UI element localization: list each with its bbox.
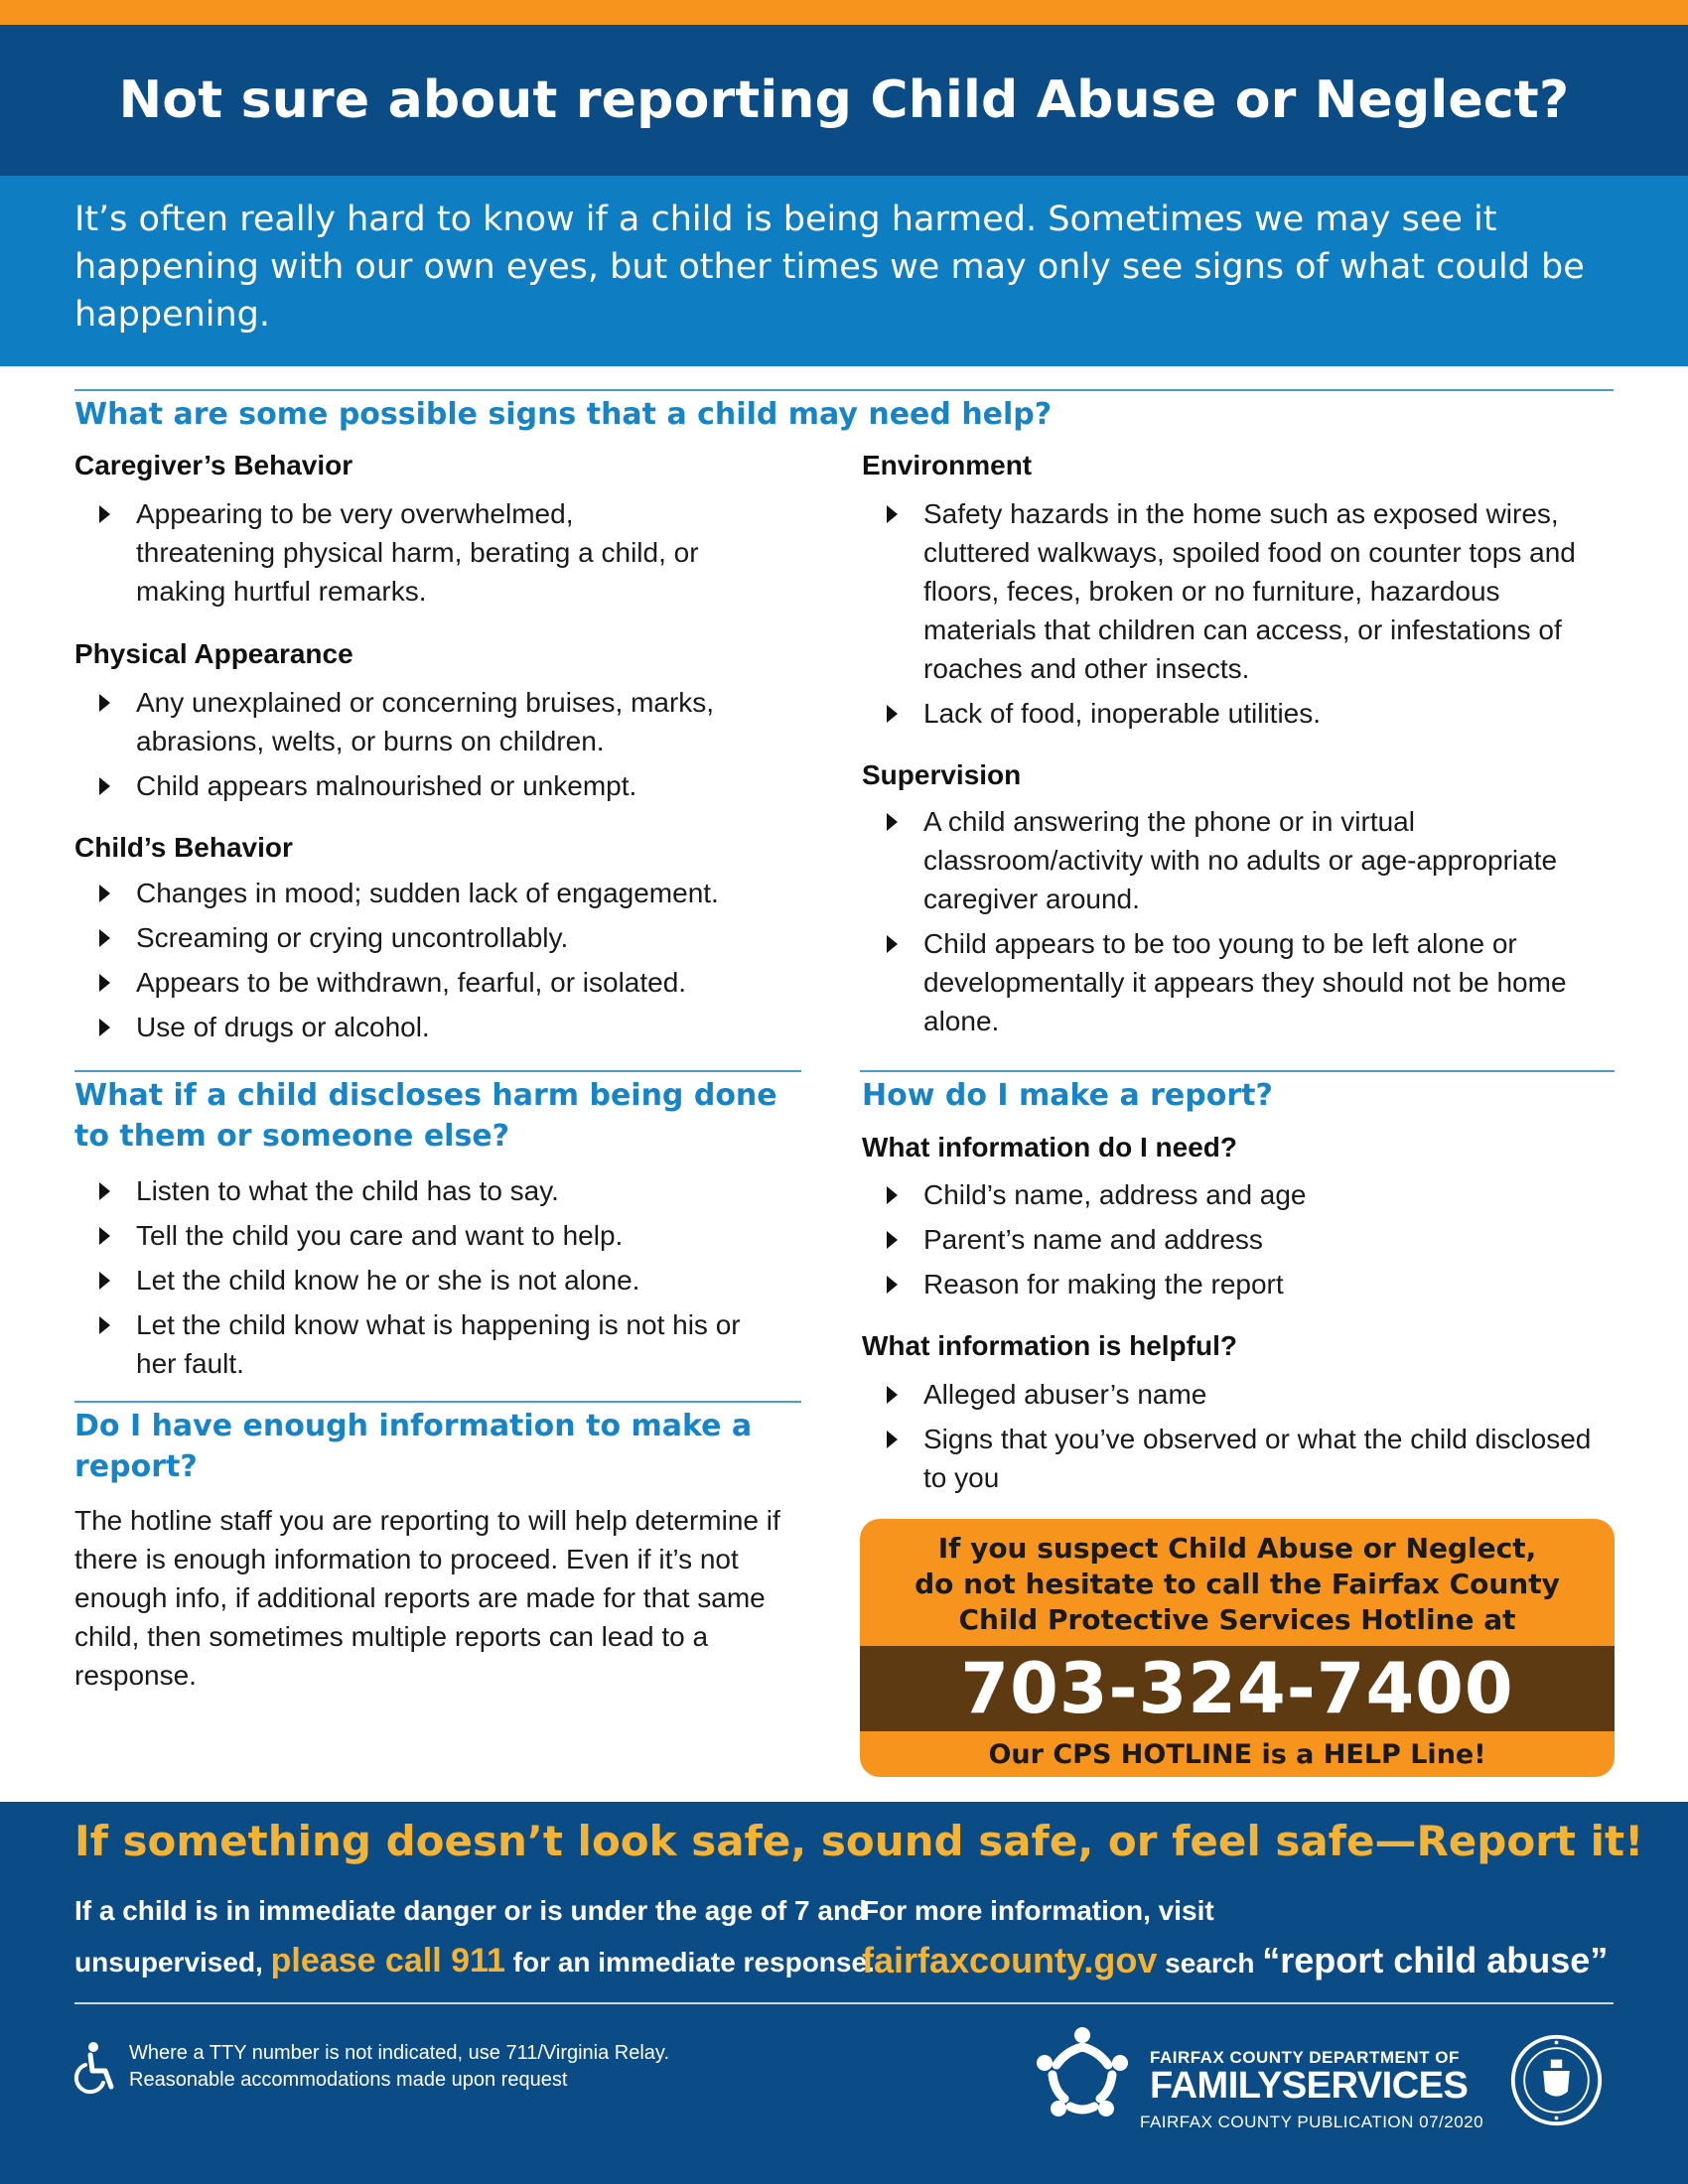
tty-line-2: Reasonable accommodations made upon request bbox=[129, 2069, 568, 2091]
triangle-bullet-icon bbox=[99, 1182, 110, 1200]
triangle-bullet-icon bbox=[887, 705, 898, 723]
list-item bbox=[74, 1216, 770, 1255]
info-needed-list bbox=[862, 1175, 1592, 1309]
triangle-bullet-icon bbox=[99, 974, 110, 992]
list-item-text: Tell the child you care and want to help. bbox=[136, 1220, 624, 1251]
list-item-text: Appearing to be very overwhelmed, threatening physical harm, berating a child, or making hurtful remarks. bbox=[136, 498, 699, 607]
list-item bbox=[862, 1220, 1592, 1259]
list-item bbox=[74, 1261, 770, 1299]
list-item bbox=[74, 494, 710, 611]
triangle-bullet-icon bbox=[887, 1276, 898, 1294]
tty-notice bbox=[129, 2040, 669, 2094]
section-divider bbox=[74, 389, 1614, 391]
environment-list bbox=[862, 494, 1592, 739]
list-item bbox=[74, 874, 829, 912]
triangle-bullet-icon bbox=[99, 1272, 110, 1290]
search-query: “report child abuse” bbox=[1262, 1940, 1609, 1980]
list-item bbox=[862, 1175, 1592, 1214]
intro-band bbox=[0, 176, 1688, 366]
list-item bbox=[862, 1375, 1592, 1414]
triangle-bullet-icon bbox=[99, 505, 110, 523]
danger-line-2-post: for an immediate response. bbox=[504, 1947, 875, 1978]
tty-line-1: Where a TTY number is not indicated, use 711/Virginia Relay. bbox=[129, 2042, 669, 2064]
page-title: Not sure about reporting Child Abuse or Neglect? bbox=[118, 70, 1570, 130]
list-item-text: Alleged abuser’s name bbox=[923, 1379, 1207, 1410]
publication-note: FAIRFAX COUNTY PUBLICATION 07/2020 bbox=[1140, 2113, 1484, 2131]
list-item bbox=[862, 694, 1592, 733]
top-accent-strip bbox=[0, 0, 1688, 25]
callout-line: If you suspect Child Abuse or Neglect, bbox=[937, 1532, 1537, 1565]
discloses-heading: What if a child discloses harm being done to them or someone else? bbox=[74, 1078, 777, 1154]
triangle-bullet-icon bbox=[99, 1227, 110, 1245]
triangle-bullet-icon bbox=[887, 1431, 898, 1448]
list-item-text: Changes in mood; sudden lack of engagement. bbox=[136, 878, 719, 908]
childs-behavior-list bbox=[74, 874, 829, 1052]
list-item bbox=[74, 963, 829, 1002]
info-helpful-list bbox=[862, 1375, 1592, 1503]
list-item-text: Listen to what the child has to say. bbox=[136, 1175, 559, 1206]
footer-slogan: If something doesn’t look safe, sound safe, or feel safe—Report it! bbox=[74, 1817, 1644, 1865]
triangle-bullet-icon bbox=[99, 694, 110, 712]
dept-name-big: FAMILYSERVICES bbox=[1150, 2065, 1469, 2107]
caregiver-behavior-list bbox=[74, 494, 710, 616]
section-divider bbox=[74, 1070, 801, 1072]
physical-appearance-list bbox=[74, 683, 770, 811]
list-item-text: Parent’s name and address bbox=[923, 1224, 1263, 1255]
supervision-heading: Supervision bbox=[862, 759, 1022, 790]
supervision-list bbox=[862, 802, 1592, 1046]
search-word: search bbox=[1157, 1948, 1263, 1979]
list-item-text: Signs that you’ve observed or what the child disclosed to you bbox=[923, 1424, 1592, 1493]
enough-info-text: The hotline staff you are reporting to will help determine if there is enough information to proceed. Even if it’s not enough info, if additional reports are made for that same child, then sometimes multiple reports can lead to a response. bbox=[74, 1505, 780, 1691]
caregiver-behavior-heading: Caregiver’s Behavior bbox=[74, 450, 353, 480]
enough-info-heading: Do I have enough information to make a report? bbox=[74, 1409, 753, 1484]
list-item bbox=[862, 802, 1592, 918]
family-services-logo-icon bbox=[1033, 2025, 1132, 2124]
list-item bbox=[74, 918, 829, 957]
triangle-bullet-icon bbox=[887, 505, 898, 523]
triangle-bullet-icon bbox=[99, 929, 110, 947]
environment-heading: Environment bbox=[862, 450, 1033, 480]
list-item-text: Child appears malnourished or unkempt. bbox=[136, 770, 637, 801]
callout-text bbox=[860, 1531, 1615, 1638]
triangle-bullet-icon bbox=[99, 1316, 110, 1334]
list-item-text: Appears to be withdrawn, fearful, or isolated. bbox=[136, 967, 687, 998]
list-item bbox=[862, 494, 1592, 688]
triangle-bullet-icon bbox=[99, 1019, 110, 1036]
callout-line: do not hesitate to call the Fairfax County bbox=[914, 1568, 1560, 1600]
section-divider bbox=[74, 1401, 801, 1403]
list-item bbox=[74, 1008, 829, 1046]
triangle-bullet-icon bbox=[887, 1231, 898, 1249]
footer-divider bbox=[74, 2002, 1614, 2004]
danger-line-2-pre: unsupervised, bbox=[74, 1947, 271, 1978]
triangle-bullet-icon bbox=[887, 1186, 898, 1204]
list-item-text: Use of drugs or alcohol. bbox=[136, 1012, 430, 1042]
list-item-text: Reason for making the report bbox=[923, 1269, 1284, 1299]
county-seal-icon bbox=[1509, 2033, 1604, 2127]
section-divider bbox=[860, 1070, 1615, 1072]
triangle-bullet-icon bbox=[99, 777, 110, 795]
title-band bbox=[0, 25, 1688, 176]
list-item bbox=[862, 924, 1592, 1040]
list-item-text: Let the child know he or she is not alone. bbox=[136, 1265, 640, 1296]
list-item bbox=[862, 1265, 1592, 1303]
call-911-text: please call 911 bbox=[270, 1942, 505, 1979]
callout-footer: Our CPS HOTLINE is a HELP Line! bbox=[988, 1739, 1486, 1770]
childs-behavior-heading: Child’s Behavior bbox=[74, 832, 293, 863]
callout-line: Child Protective Services Hotline at bbox=[958, 1603, 1516, 1636]
triangle-bullet-icon bbox=[99, 885, 110, 902]
county-site-link[interactable]: fairfaxcounty.gov bbox=[862, 1940, 1158, 1980]
intro-text: It’s often really hard to know if a child is being harmed. Sometimes we may see it happening with our own eyes, but other times we may only see signs of what could be happening. bbox=[74, 200, 1585, 335]
triangle-bullet-icon bbox=[887, 813, 898, 831]
list-item-text: Safety hazards in the home such as exposed wires, cluttered walkways, spoiled food on counter tops and floors, feces, broken or no furniture, hazardous materials that children can access, or infestations of roaches and other insects. bbox=[923, 498, 1576, 684]
list-item bbox=[74, 683, 770, 760]
list-item-text: Child appears to be too young to be left alone or developmentally it appears they should not be home alone. bbox=[923, 928, 1567, 1036]
list-item bbox=[74, 766, 770, 805]
triangle-bullet-icon bbox=[887, 1386, 898, 1404]
signs-heading: What are some possible signs that a child may need help? bbox=[74, 397, 1053, 432]
list-item-text: A child answering the phone or in virtual classroom/activity with no adults or age-appropriate caregiver around. bbox=[923, 806, 1558, 914]
dept-name-small: FAIRFAX COUNTY DEPARTMENT OF bbox=[1150, 2048, 1460, 2067]
list-item bbox=[74, 1171, 770, 1210]
list-item-text: Child’s name, address and age bbox=[923, 1179, 1307, 1210]
more-info-text bbox=[862, 1886, 1608, 1988]
list-item bbox=[74, 1305, 770, 1383]
hotline-callout bbox=[860, 1519, 1615, 1777]
list-item-text: Any unexplained or concerning bruises, marks, abrasions, welts, or burns on children. bbox=[136, 687, 715, 756]
wheelchair-accessibility-icon bbox=[70, 2041, 119, 2095]
physical-appearance-heading: Physical Appearance bbox=[74, 638, 353, 669]
info-helpful-heading: What information is helpful? bbox=[862, 1330, 1237, 1361]
hotline-phone-number[interactable]: 703-324-7400 bbox=[960, 1648, 1514, 1729]
report-heading: How do I make a report? bbox=[862, 1078, 1273, 1113]
list-item-text: Lack of food, inoperable utilities. bbox=[923, 698, 1322, 729]
list-item-text: Screaming or crying uncontrollably. bbox=[136, 922, 569, 953]
danger-text bbox=[74, 1886, 875, 1987]
more-info-line: For more information, visit bbox=[862, 1895, 1214, 1926]
list-item bbox=[862, 1420, 1592, 1497]
info-needed-heading: What information do I need? bbox=[862, 1132, 1237, 1162]
discloses-list bbox=[74, 1171, 770, 1389]
list-item-text: Let the child know what is happening is not his or her fault. bbox=[136, 1309, 741, 1379]
triangle-bullet-icon bbox=[887, 935, 898, 953]
danger-line-1: If a child is in immediate danger or is under the age of 7 and bbox=[74, 1895, 868, 1926]
phone-bar bbox=[860, 1646, 1615, 1731]
